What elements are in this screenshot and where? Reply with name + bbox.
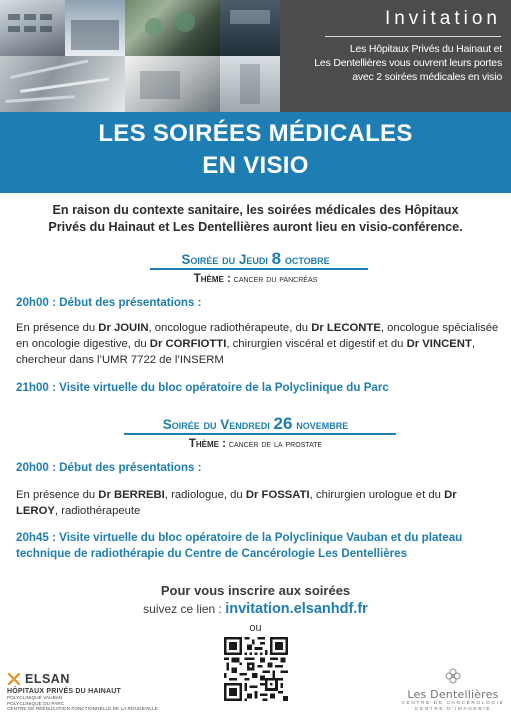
evening1-speakers-text: , chirurgien viscéral et digestif et du <box>226 338 407 350</box>
evening2-underline <box>124 433 396 435</box>
speaker-name: Dr LECONTE <box>311 322 381 334</box>
evening1-theme <box>0 273 511 285</box>
evening1-title-before: Soirée du Jeudi <box>181 252 272 267</box>
invitation-divider <box>325 36 501 37</box>
elsan-site-line: POLYCLINIQUE DU PARC <box>7 700 65 706</box>
speaker-name: Dr LEROY <box>16 489 457 517</box>
invitation-line: Les Hôpitaux Privés du Hainaut et <box>349 43 502 55</box>
evening1-title-after: octobre <box>281 252 330 267</box>
registration-heading: Pour vous inscrire aux soirées <box>160 583 351 598</box>
evening1-theme-label: Thème : <box>193 273 231 285</box>
banner-title-line: LES SOIRÉES MÉDICALES <box>98 120 413 147</box>
invitation-line: Les Dentellières vous ouvrent leurs portes <box>314 57 502 69</box>
registration-link-line <box>0 601 511 617</box>
qr-code[interactable] <box>224 637 288 701</box>
evening2-theme-value: cancer de la prostate <box>225 438 323 450</box>
speaker-name: Dr JOUIN <box>98 322 149 334</box>
intro-paragraph <box>14 202 497 236</box>
evening2-title-before: Soirée du Vendredi <box>162 417 274 432</box>
intro-line: Privés du Hainaut et Les Dentellières auront lieu en visio-conférence. <box>48 220 463 234</box>
dentellieres-service-line: CENTRE D’IMAGERIE <box>414 707 492 712</box>
invitation-text <box>282 42 502 84</box>
evening2-theme <box>0 438 511 450</box>
hospital-building-photo <box>0 0 65 56</box>
surgery-team-photo <box>125 0 220 56</box>
lace-flower-icon <box>443 666 463 686</box>
invitation-box <box>280 0 511 112</box>
invitation-title: Invitation <box>384 8 501 29</box>
evening1-speakers <box>16 320 501 368</box>
evening2-theme-label: Thème : <box>188 438 226 450</box>
speaker-name: Dr VINCENT <box>406 338 472 350</box>
title-banner <box>0 112 511 193</box>
evening2-speakers-text: , radiothérapeute <box>54 505 141 517</box>
registration-or: ou <box>249 622 262 634</box>
registration-link[interactable]: invitation.elsanhdf.fr <box>225 601 368 617</box>
elsan-logo <box>7 672 197 712</box>
speaker-name: Dr BERREBI <box>98 489 165 501</box>
evening1-theme-value: cancer du pancréas <box>230 273 318 285</box>
elsan-mark-icon <box>7 672 21 686</box>
dentellieres-service-line: CENTRE DE CANCÉROLOGIE <box>401 701 505 706</box>
elsan-site-line: CENTRE DE RÉÉDUCATION FONCTIONNELLE DE LA ROUGEVILLE <box>7 706 158 712</box>
evening2-title-after: novembre <box>292 417 349 432</box>
evening2-start-time: 20h00 : Début des présentations : <box>16 461 202 474</box>
banner-title-line: EN VISIO <box>202 152 309 179</box>
intro-line: En raison du contexte sanitaire, les soirées médicales des Hôpitaux <box>52 203 459 217</box>
evening2-visit-line: 20h45 : Visite virtuelle du bloc opératoire de la Polyclinique Vauban et du plateau <box>16 531 463 544</box>
evening1-start-time: 20h00 : Début des présentations : <box>16 296 202 309</box>
evening1-day-number: 8 <box>271 249 282 268</box>
elsan-brand-row <box>7 672 197 686</box>
evening1-underline <box>150 268 368 270</box>
dentellieres-services <box>395 701 511 713</box>
dentellieres-name: Les Dentellières <box>407 688 499 701</box>
evening1-speakers-text: , oncologue spécialisée en oncologie digestive, du <box>16 322 499 350</box>
evening2-title <box>0 414 511 434</box>
evening2-speakers-text: En présence du <box>16 489 99 501</box>
surgical-tools-photo <box>0 56 125 112</box>
evening1-title <box>0 249 511 269</box>
evening1-speakers-text: En présence du <box>16 322 99 334</box>
registration-prefix: suivez ce lien : <box>143 602 226 616</box>
elsan-name: ELSAN <box>25 672 70 686</box>
evening1-visit: 21h00 : Visite virtuelle du bloc opératoire de la Polyclinique du Parc <box>16 381 389 394</box>
elsan-subtitle: HÔPITAUX PRIVÉS DU HAINAUT <box>7 688 121 695</box>
operating-room-photo <box>220 0 280 56</box>
medical-equipment-photo <box>125 56 220 112</box>
dentellieres-logo <box>395 666 511 713</box>
speaker-name: Dr FOSSATI <box>245 489 310 501</box>
evening2-speakers-text: , radiologue, du <box>164 489 246 501</box>
evening2-day-number: 26 <box>273 414 293 433</box>
building-sky-photo <box>65 0 125 56</box>
evening1-speakers-text: , chercheur dans l’UMR 7722 de l’INSERM <box>16 338 475 366</box>
elsan-site-line: POLYCLINIQUE VAUBAN <box>7 695 63 700</box>
invitation-line: avec 2 soirées médicales en visio <box>352 71 502 83</box>
evening2-visit <box>16 530 501 562</box>
evening2-visit-line: technique de radiothérapie du Centre de Cancérologie Les Dentellières <box>16 547 408 560</box>
speaker-name: Dr CORFIOTTI <box>149 338 227 350</box>
elsan-sites <box>7 695 197 712</box>
evening2-speakers-text: , chirurgien urologue et du <box>309 489 445 501</box>
evening2-speakers <box>16 487 501 519</box>
evening1-speakers-text: , oncologue radiothérapeute, du <box>148 322 312 334</box>
corridor-photo <box>220 56 280 112</box>
